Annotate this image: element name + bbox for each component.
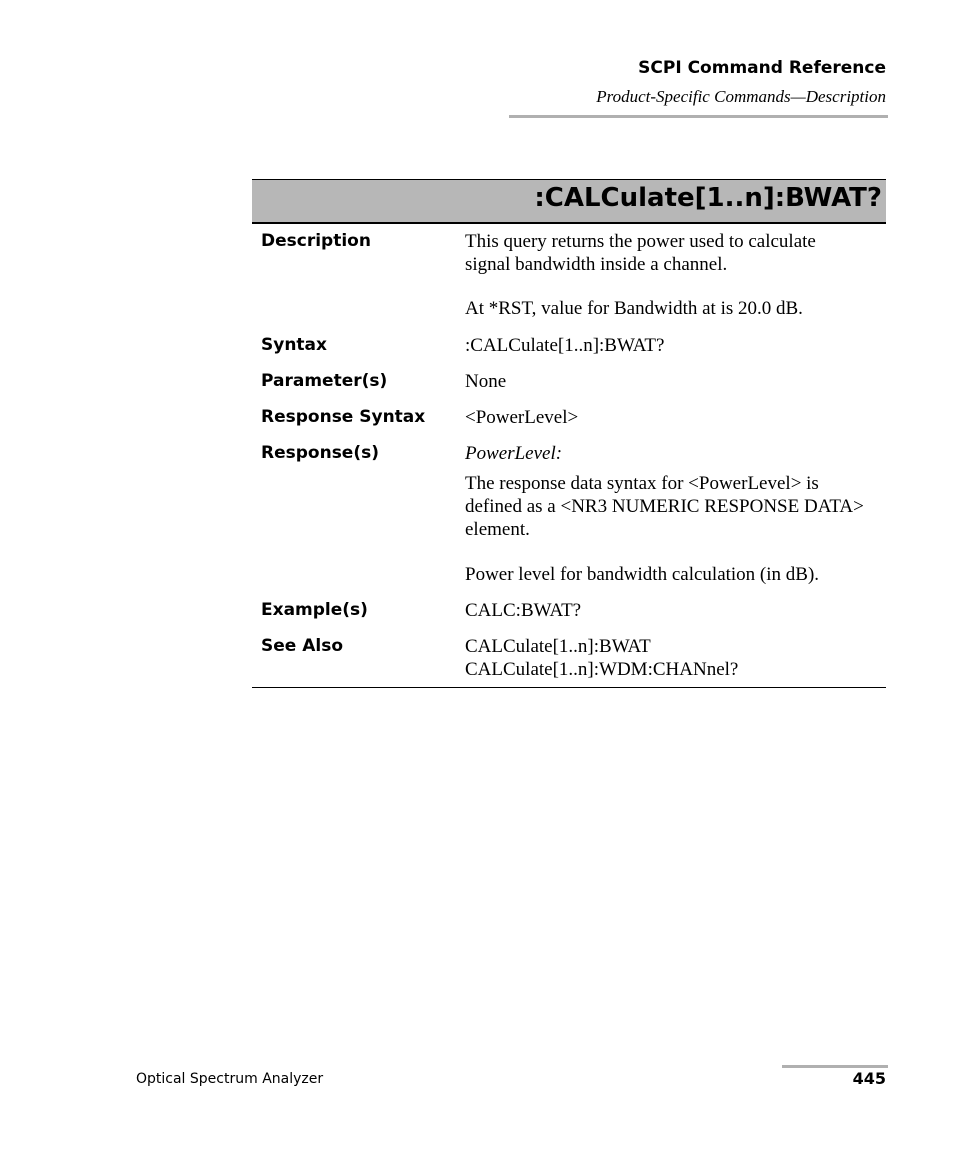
parameters-value: None [465,371,507,392]
description-line-3: At *RST, value for Bandwidth at is 20.0 dB. [465,298,803,319]
response-syntax-label: Response Syntax [261,407,426,427]
description-line-1: This query returns the power used to calculate [465,231,816,252]
page-number: 445 [852,1069,886,1088]
responses-line-2: defined as a <NR3 NUMERIC RESPONSE DATA> [465,496,864,517]
responses-line-1: The response data syntax for <PowerLevel> is [465,473,819,494]
command-title-band [252,179,886,224]
header-title: SCPI Command Reference [638,58,886,78]
parameters-label: Parameter(s) [261,371,388,391]
see-also-label: See Also [261,636,344,656]
description-label: Description [261,231,371,251]
examples-value: CALC:BWAT? [465,600,582,621]
syntax-value: :CALCulate[1..n]:BWAT? [465,335,665,356]
see-also-link-1[interactable]: CALCulate[1..n]:BWAT [465,636,651,657]
header-divider [509,115,888,118]
syntax-label: Syntax [261,335,327,355]
header-subtitle: Product-Specific Commands—Description [596,87,886,106]
responses-param-name: PowerLevel: [465,443,563,464]
examples-label: Example(s) [261,600,368,620]
response-syntax-value: <PowerLevel> [465,407,579,428]
footer-divider [782,1065,888,1068]
responses-label: Response(s) [261,443,379,463]
description-line-2: signal bandwidth inside a channel. [465,254,728,275]
responses-line-3: element. [465,519,530,540]
footer-product-name: Optical Spectrum Analyzer [136,1071,324,1087]
command-title: :CALCulate[1..n]:BWAT? [534,183,882,213]
see-also-link-2[interactable]: CALCulate[1..n]:WDM:CHANnel? [465,659,739,680]
table-bottom-rule [252,687,886,688]
responses-line-4: Power level for bandwidth calculation (in dB). [465,564,820,585]
